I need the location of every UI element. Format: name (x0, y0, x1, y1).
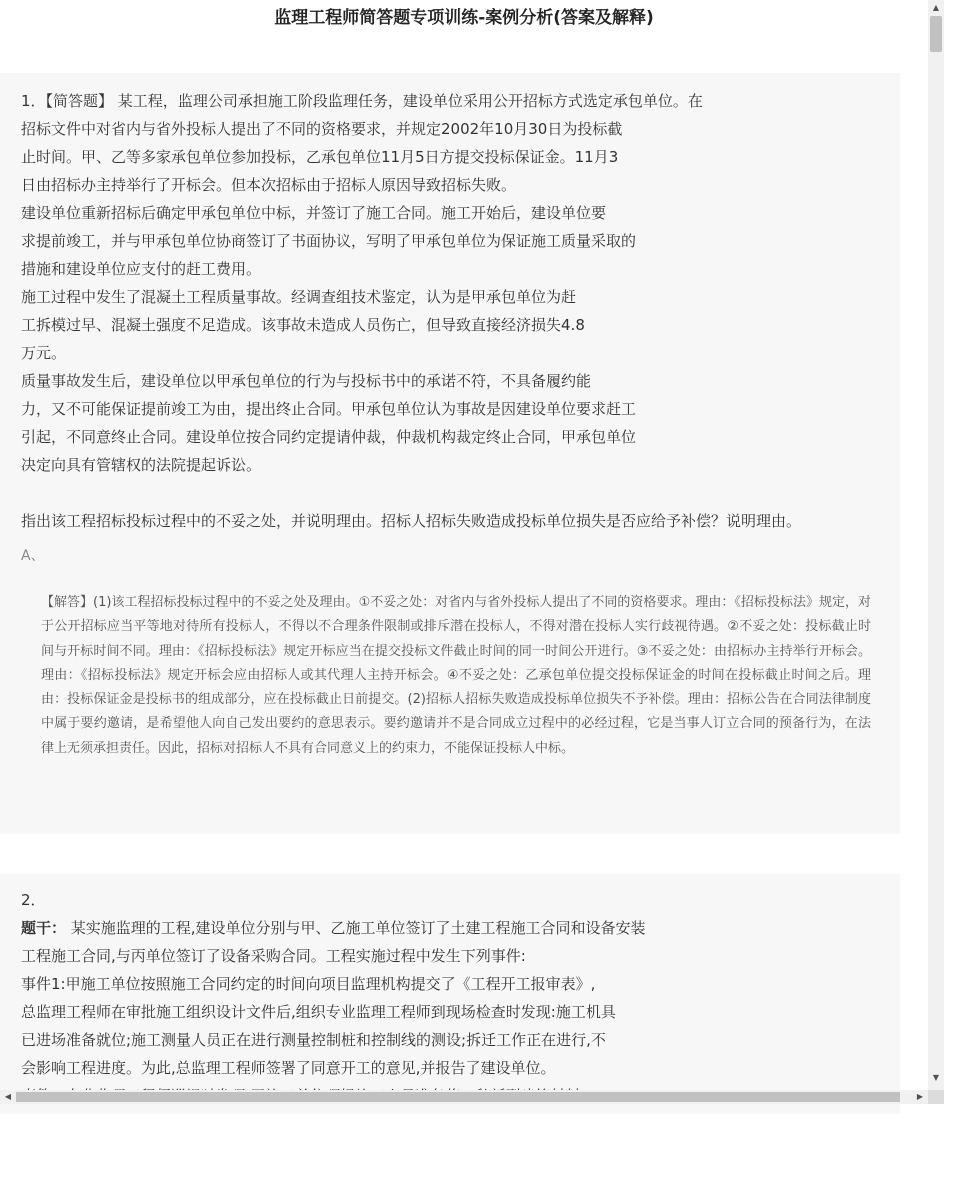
vertical-scrollbar[interactable] (928, 0, 944, 1090)
question-1-answer: 【解答】(1)该工程招标投标过程中的不妥之处及理由。①不妥之处：对省内与省外投标人提出了不同的资格要求。理由：《招标投标法》规定，对于公开招标应当平等地对待所有投标人，不得以不合理条件限制或排斥潜在投标人，不得对潜在投标人实行歧视待遇。②不妥之处：投标截止时间与开标时间不同。理由：《招标投标法》规定开标应当在提交投标文件截止时间的同一时间公开进行。③不妥之处：由招标办主持举行开标会。理由：《招标投标法》规定开标会应由招标人或其代理人主持开标会。④不妥之处：乙承包单位提交投标保证金的时间在投标截止时间之后。理由：投标保证金是投标书的组成部分，应在投标截止日前提交。(2)招标人招标失败造成投标单位损失不予补偿。理由：招标公告在合同法律制度中属于要约邀请，是希望他人向自己发出要约的意思表示。要约邀请并不是合同成立过程中的必经过程，它是当事人订立合同的预备行为，在法律上无须承担责任。因此，招标对招标人不具有合同意义上的约束力，不能保证投标人中标。 (41, 595, 871, 756)
scroll-left-arrow-icon[interactable]: ◀ (4, 1092, 12, 1101)
stem-line: 止时间。甲、乙等多家承包单位参加投标，乙承包单位11月5日方提交投标保证金。11月3 (21, 148, 619, 166)
stem-line: 求提前竣工，并与甲承包单位协商签订了书面协议，写明了甲承包单位为保证施工质量采取的 (21, 232, 637, 250)
scroll-right-arrow-icon[interactable]: ▶ (916, 1092, 924, 1101)
question-card-1 (0, 73, 900, 834)
stem-line: 事件1:甲施工单位按照施工合同约定的时间向项目监理机构提交了《工程开工报审表》, (21, 975, 596, 993)
question-1-option-a[interactable]: A、 (21, 548, 45, 564)
question-card-2 (0, 874, 900, 1114)
stem-line: 总监理工程师在审批施工组织设计文件后,组织专业监理工程师到现场检查时发现:施工机具 (21, 1003, 616, 1021)
scroll-up-arrow-icon[interactable]: ▲ (932, 3, 940, 12)
stem-line: 力，又不可能保证提前竣工为由，提出终止合同。甲承包单位认为事故是因建设单位要求赶工 (21, 400, 637, 418)
stem-line: 建设单位重新招标后确定甲承包单位中标，并签订了施工合同。施工开始后，建设单位要 (21, 204, 607, 222)
stem-first-line (21, 914, 646, 942)
scroll-corner (928, 1090, 944, 1104)
scroll-down-arrow-icon[interactable]: ▼ (932, 1073, 940, 1082)
question-1-prompt: 指出该工程招标投标过程中的不妥之处，并说明理由。招标人招标失败造成投标单位损失是否应给予补偿？说明理由。 (21, 512, 802, 530)
stem-line: 工拆模过早、混凝土强度不足造成。该事故未造成人员伤亡，但导致直接经济损失4.8 (21, 316, 585, 334)
page-title: 监理工程师简答题专项训练-案例分析(答案及解释) (274, 8, 654, 28)
stem-line: 已进场准备就位;施工测量人员正在进行测量控制桩和控制线的测设;拆迁工作正在进行,不 (21, 1031, 606, 1049)
question-1-stem (21, 87, 703, 479)
stem-line: 日由招标办主持举行了开标会。但本次招标由于招标人原因导致招标失败。 (21, 176, 517, 194)
stem-line: 措施和建设单位应支付的赶工费用。 (21, 260, 262, 278)
stem-line: 招标文件中对省内与省外投标人提出了不同的资格要求，并规定2002年10月30日为投标截 (21, 120, 623, 138)
stem-line: 施工过程中发生了混凝土工程质量事故。经调查组技术鉴定，认为是甲承包单位为赶 (21, 288, 577, 306)
question-2-stem (21, 886, 646, 1110)
horizontal-scrollbar[interactable] (0, 1090, 928, 1104)
stem-line: 1．【简答题】 某工程，监理公司承担施工阶段监理任务，建设单位采用公开招标方式选定承包单位。在 (21, 92, 703, 110)
stem-line: 质量事故发生后，建设单位以甲承包单位的行为与投标书中的承诺不符，不具备履约能 (21, 372, 592, 390)
stem-line: 万元。 (21, 344, 67, 362)
horizontal-scroll-thumb[interactable] (16, 1092, 900, 1102)
stem-line: 决定向具有管辖权的法院提起诉讼。 (21, 456, 262, 474)
stem-line: 会影响工程进度。为此,总监理工程师签署了同意开工的意见,并报告了建设单位。 (21, 1059, 556, 1077)
stem-line: 引起，不同意终止合同。建设单位按合同约定提请仲裁，仲裁机构裁定终止合同，甲承包单位 (21, 428, 637, 446)
stem-line: 工程施工合同,与丙单位签订了设备采购合同。工程实施过程中发生下列事件: (21, 947, 526, 965)
stem-label: 题干： (21, 919, 67, 937)
question-2-number: 2． (21, 891, 46, 909)
vertical-scroll-thumb[interactable] (930, 16, 942, 52)
stem-text: 某实施监理的工程,建设单位分别与甲、乙施工单位签订了土建工程施工合同和设备安装 (66, 919, 646, 937)
